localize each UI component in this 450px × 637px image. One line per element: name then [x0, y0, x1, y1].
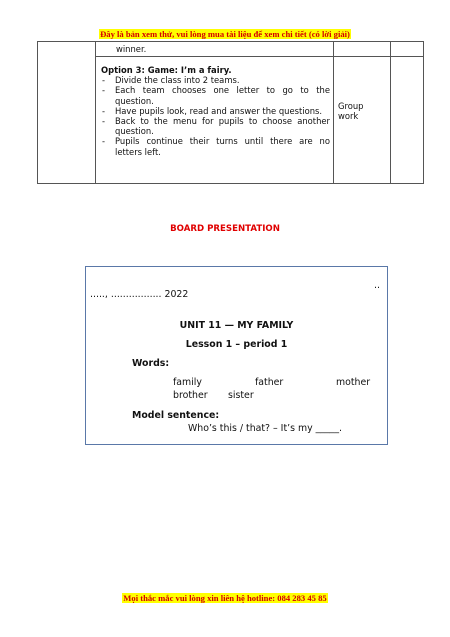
model-sentence: Who’s this / that? – It’s my _____.: [188, 423, 343, 434]
lesson-title: Lesson 1 – period 1: [185, 339, 288, 350]
word-item: father: [255, 377, 284, 388]
unit-title: UNIT 11 — MY FAMILY: [179, 320, 294, 331]
interaction-cell: Group work: [338, 101, 364, 122]
table-divider: [95, 42, 96, 183]
date-dots: ..: [374, 280, 380, 291]
activity-steps: [101, 75, 330, 157]
date-line: ....., ................. 2022: [90, 289, 189, 300]
word-item: sister: [228, 390, 254, 401]
table-divider: [333, 42, 334, 183]
step-item: - Divide the class into 2 teams.: [101, 75, 330, 85]
board-presentation-box: [85, 266, 388, 445]
preview-notice-banner: [0, 29, 450, 39]
model-sentence-label: Model sentence:: [132, 410, 220, 421]
hotline-notice-text: Mọi thắc mắc vui lòng xin liên hệ hotline: 084 283 45 85: [123, 593, 327, 603]
board-presentation-title: BOARD PRESENTATION: [170, 224, 280, 234]
word-item: brother: [173, 390, 208, 401]
hotline-notice-banner: [0, 593, 450, 603]
activity-cell: [101, 65, 330, 157]
step-item: - Back to the menu for pupils to choose another question.: [101, 116, 330, 136]
table-divider: [390, 42, 391, 183]
words-label: Words:: [132, 358, 170, 369]
step-item: - Each team chooses one letter to go to the question.: [101, 85, 330, 105]
step-item: - Have pupils look, read and answer the questions.: [101, 106, 330, 116]
option-title: Option 3: Game: I’m a fairy.: [101, 65, 232, 75]
preview-notice-text: Đây là bản xem thử, vui lòng mua tài liệu để xem chi tiết (có lời giải): [100, 29, 350, 39]
word-item: family: [173, 377, 202, 388]
table-row-divider: [95, 56, 423, 57]
carryover-text: winner.: [116, 44, 147, 54]
step-item: - Pupils continue their turns until there are no letters left.: [101, 136, 330, 156]
word-item: mother: [336, 377, 371, 388]
lesson-activity-table: [37, 41, 424, 184]
